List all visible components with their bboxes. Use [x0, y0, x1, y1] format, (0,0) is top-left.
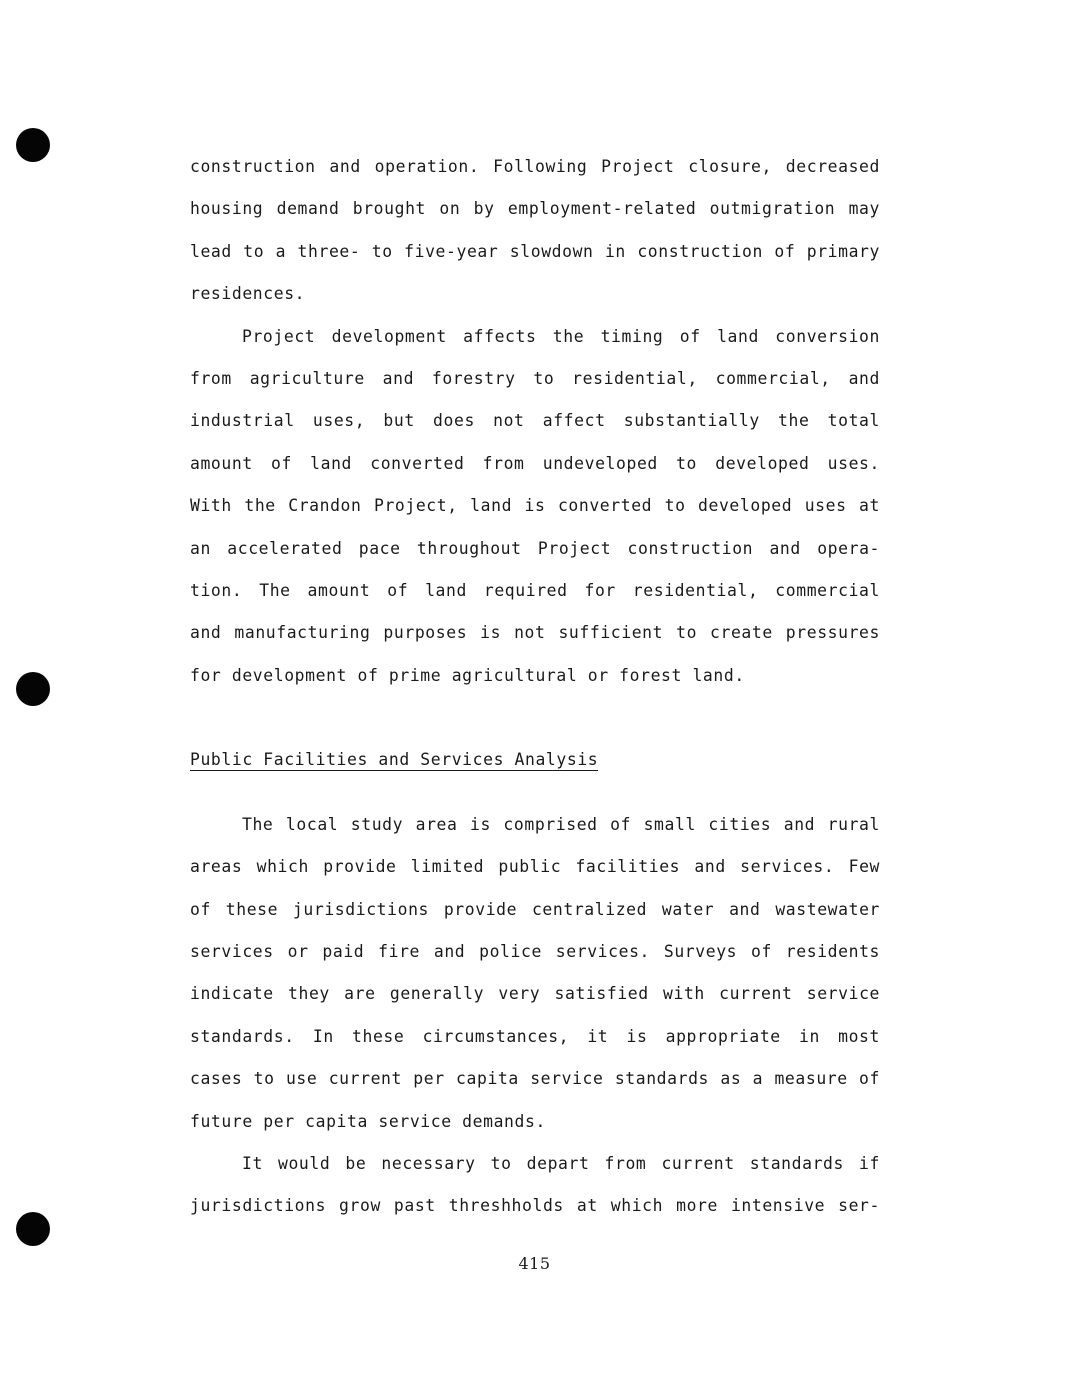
text-line: of these jurisdictions provide centralized water and wastewater	[190, 899, 880, 919]
text-line: standards. In these circumstances, it is appropriate in most	[190, 1026, 880, 1046]
page-body	[190, 146, 880, 1228]
text-line: With the Crandon Project, land is converted to developed uses at	[190, 496, 880, 516]
text-line: The local study area is comprised of small cities and rural	[242, 814, 880, 834]
text-line: cases to use current per capita service standards as a measure of	[190, 1069, 880, 1089]
text-line: residences.	[190, 284, 306, 304]
text-line: for development of prime agricultural or forest land.	[190, 665, 745, 685]
text-line: jurisdictions grow past threshholds at which more intensive ser-	[190, 1196, 880, 1216]
text-line: and manufacturing purposes is not sufficient to create pressures	[190, 623, 880, 643]
text-line: amount of land converted from undeveloped to developed uses.	[190, 453, 880, 473]
text-line: from agriculture and forestry to residential, commercial, and	[190, 368, 880, 388]
paragraph	[190, 804, 880, 1143]
text-line: Project development affects the timing of land conversion	[242, 326, 880, 346]
section-heading-container	[190, 739, 880, 781]
binder-hole-middle	[16, 672, 50, 706]
paragraph	[190, 1143, 880, 1228]
paragraph	[190, 316, 880, 698]
text-line: indicate they are generally very satisfied with current service	[190, 984, 880, 1004]
section-heading: Public Facilities and Services Analysis	[190, 750, 599, 770]
text-line: lead to a three- to five-year slowdown in construction of primary	[190, 241, 880, 261]
text-line: areas which provide limited public facilities and services. Few	[190, 857, 880, 877]
binder-hole-bottom	[16, 1212, 50, 1246]
page-number: 415	[518, 1254, 551, 1273]
text-line: housing demand brought on by employment-related outmigration may	[190, 199, 880, 219]
text-line: future per capita service demands.	[190, 1111, 546, 1131]
text-line: construction and operation. Following Project closure, decreased	[190, 157, 880, 176]
binder-hole-top	[16, 128, 50, 162]
paragraph	[190, 146, 880, 316]
text-line: an accelerated pace throughout Project construction and opera-	[190, 538, 880, 558]
text-line: industrial uses, but does not affect substantially the total	[190, 411, 880, 431]
text-line: services or paid fire and police services. Surveys of residents	[190, 942, 880, 962]
text-line: It would be necessary to depart from current standards if	[242, 1153, 880, 1173]
text-line: tion. The amount of land required for residential, commercial	[190, 580, 880, 600]
